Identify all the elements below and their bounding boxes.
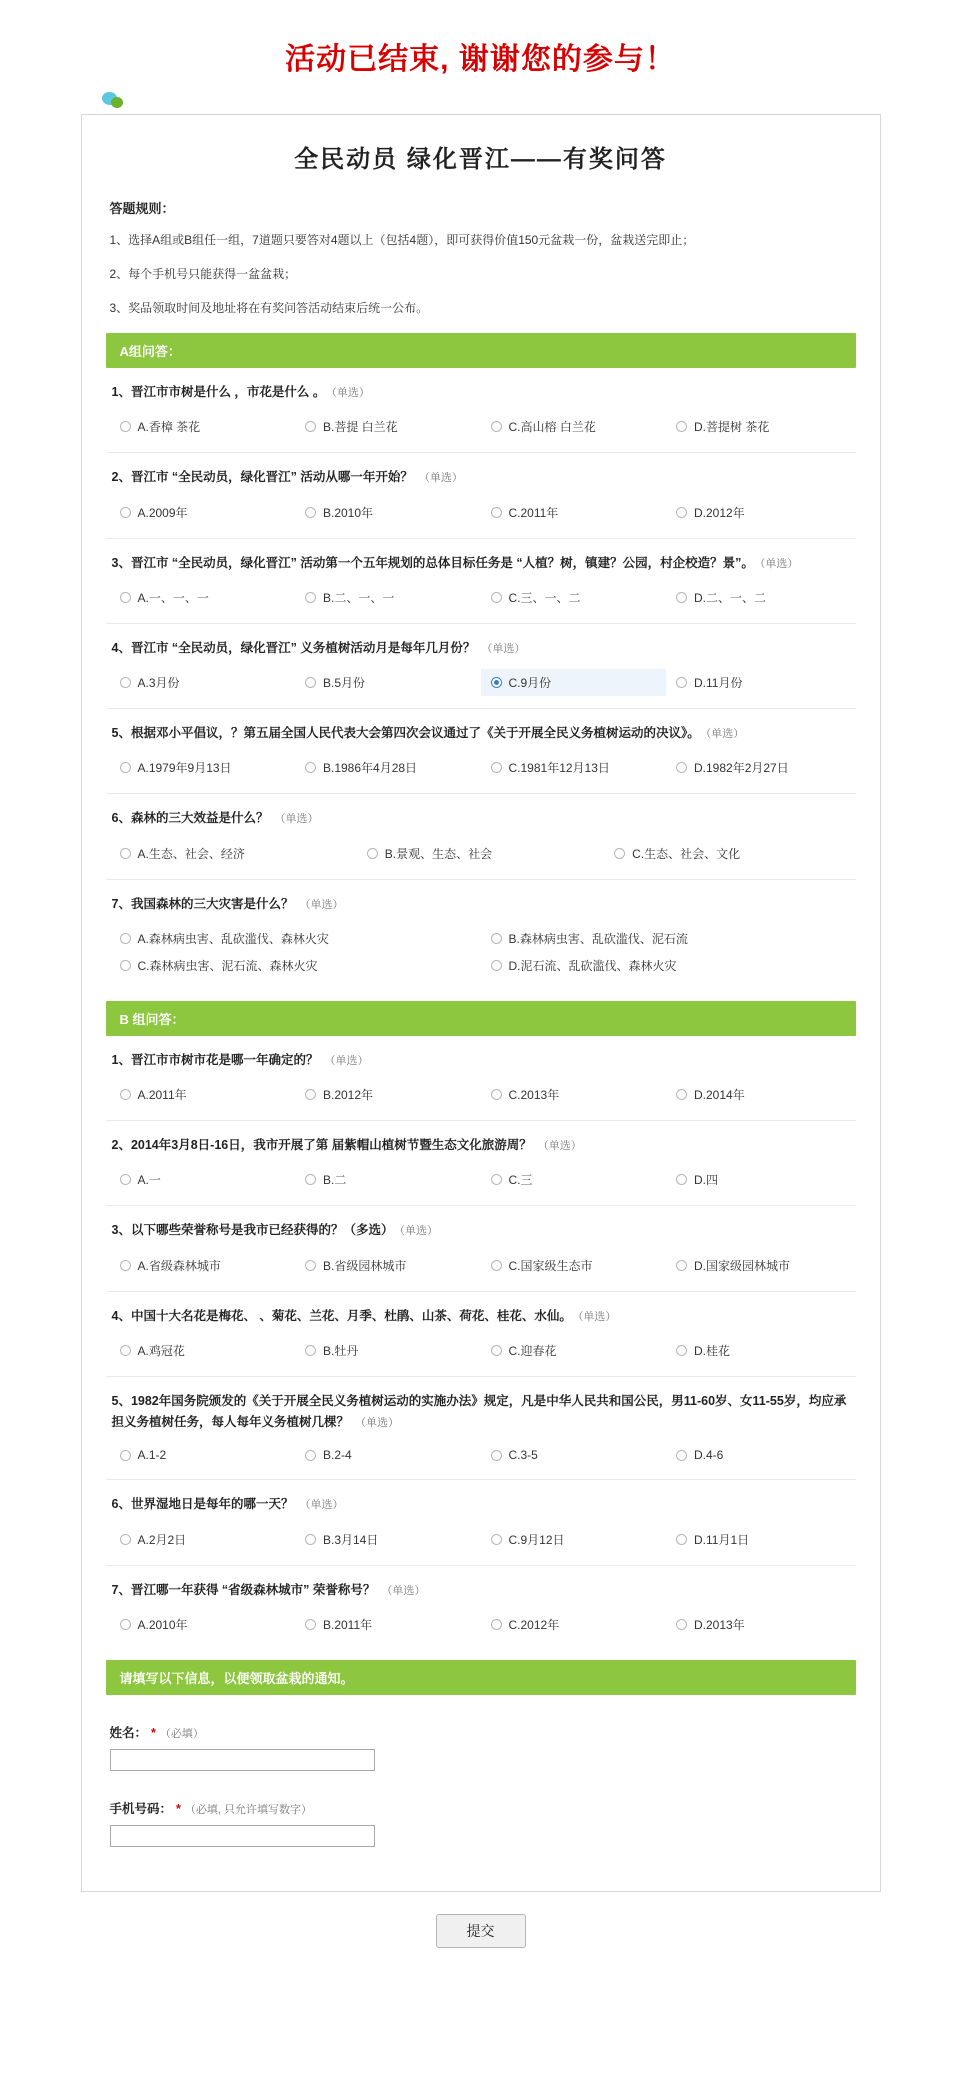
option-label: D.1982年2月27日 <box>694 761 789 776</box>
question-text: 6、森林的三大效益是什么？ （单选） <box>111 811 319 826</box>
option-choice[interactable] <box>357 840 604 867</box>
option-label: B.5月份 <box>323 676 366 690</box>
option-label: A.2010年 <box>137 1617 188 1632</box>
option-choice[interactable] <box>110 413 296 440</box>
radio-icon[interactable] <box>676 1619 687 1630</box>
question-item <box>106 1480 856 1565</box>
question-type-tag: （单选） <box>381 1584 426 1597</box>
option-label: D.11月份 <box>694 676 743 690</box>
option-label: B.景观、生态、社会 <box>384 846 493 861</box>
option-group <box>110 1337 852 1364</box>
radio-icon[interactable] <box>120 1619 131 1630</box>
option-group <box>110 584 852 611</box>
option-label: D.2012年 <box>694 505 745 520</box>
option-choice[interactable] <box>295 413 481 440</box>
option-choice[interactable] <box>110 754 296 781</box>
option-choice[interactable] <box>110 1166 296 1193</box>
option-choice[interactable] <box>295 584 481 611</box>
field-name: 姓名： <box>109 1725 148 1740</box>
phone-input[interactable] <box>110 1825 375 1847</box>
option-label: D.桂花 <box>694 1343 731 1358</box>
radio-icon[interactable] <box>491 960 502 971</box>
option-label: B.1986年4月28日 <box>323 761 418 776</box>
radio-icon[interactable] <box>491 933 502 944</box>
option-group <box>110 669 852 696</box>
option-group <box>110 1443 852 1467</box>
option-choice[interactable] <box>110 1252 296 1279</box>
logo-leaf-wrap <box>0 92 961 114</box>
option-choice[interactable] <box>481 1337 667 1364</box>
option-choice[interactable] <box>295 499 481 526</box>
option-label: C.9月份 <box>508 676 552 690</box>
option-label: D.二、一、二 <box>694 590 767 605</box>
option-label: D.2013年 <box>694 1617 745 1632</box>
radio-icon[interactable] <box>120 1174 131 1185</box>
question-item <box>106 1036 856 1121</box>
option-choice[interactable] <box>666 1526 852 1553</box>
option-label: A.香樟 茶花 <box>137 420 201 435</box>
option-group <box>110 1611 852 1638</box>
option-label: A.3月份 <box>137 676 180 690</box>
option-label: B.2012年 <box>323 1088 374 1102</box>
option-label: C.2013年 <box>508 1088 560 1102</box>
radio-icon[interactable] <box>305 677 316 688</box>
option-choice[interactable] <box>295 669 481 696</box>
option-label: A.生态、社会、经济 <box>137 846 245 861</box>
option-label: A.2月2日 <box>137 1532 187 1547</box>
radio-icon[interactable] <box>491 1345 502 1356</box>
radio-icon[interactable] <box>676 507 687 518</box>
option-label: A.鸡冠花 <box>137 1343 185 1358</box>
option-label: C.三、一、二 <box>508 590 581 605</box>
radio-icon[interactable] <box>305 1619 316 1630</box>
radio-icon[interactable] <box>120 1450 131 1461</box>
question-text: 3、以下哪些荣誉称号是我市已经获得的？（多选） （单选） <box>111 1223 438 1238</box>
question-type-tag: （单选） <box>299 898 344 911</box>
rule-item: 3、奖品领取时间及地址将在有奖问答活动结束后统一公布。 <box>109 301 429 315</box>
question-text: 4、中国十大名花是梅花、 、菊花、兰花、月季、杜鹃、山茶、荷花、桂花、水仙。 （单选） <box>111 1308 617 1323</box>
option-group <box>110 1081 852 1108</box>
page-title: 全民动员 绿化晋江——有奖问答 <box>294 146 667 173</box>
question-text: 2、2014年3月8日-16日，我市开展了第 届紫帽山植树节暨生态文化旅游周？ （单选） <box>111 1138 582 1152</box>
question-type-tag: （单选） <box>577 1310 617 1323</box>
radio-icon[interactable] <box>367 848 378 859</box>
radio-icon[interactable] <box>120 1260 131 1271</box>
option-label: D.国家级园林城市 <box>694 1258 791 1273</box>
option-label: C.3-5 <box>508 1448 538 1463</box>
question-type-tag: （单选） <box>537 1140 582 1152</box>
option-group <box>110 1526 852 1553</box>
radio-icon[interactable] <box>120 592 131 603</box>
question-type-tag: （单选） <box>324 1054 369 1067</box>
option-label: D.2014年 <box>694 1088 745 1102</box>
radio-icon[interactable] <box>676 1260 687 1271</box>
option-label: B.省级园林城市 <box>323 1258 407 1273</box>
option-group <box>110 499 852 526</box>
question-item <box>106 709 856 794</box>
option-choice[interactable] <box>295 1252 481 1279</box>
option-label: B.2011年 <box>323 1617 373 1632</box>
option-label: C.9月12日 <box>508 1532 565 1547</box>
field-label <box>110 1799 852 1817</box>
radio-icon[interactable] <box>614 848 625 859</box>
required-marker: * <box>176 1801 181 1816</box>
option-label: B.牡丹 <box>323 1343 359 1358</box>
question-text: 7、我国森林的三大灾害是什么？ （单选） <box>111 896 344 911</box>
radio-icon[interactable] <box>491 1619 502 1630</box>
option-label: C.2011年 <box>508 505 559 520</box>
option-label: C.国家级生态市 <box>508 1258 593 1273</box>
option-choice[interactable] <box>295 1611 481 1638</box>
field-label <box>110 1723 852 1741</box>
radio-icon[interactable] <box>120 960 131 971</box>
radio-icon[interactable] <box>676 592 687 603</box>
option-choice[interactable] <box>110 669 296 696</box>
radio-icon[interactable] <box>676 677 687 688</box>
radio-icon[interactable] <box>120 762 131 773</box>
radio-icon[interactable] <box>491 762 502 773</box>
survey-card <box>81 114 881 1892</box>
option-choice[interactable] <box>666 584 852 611</box>
radio-icon[interactable] <box>491 677 502 688</box>
option-choice[interactable] <box>110 840 357 867</box>
closed-banner: 活动已结束, 谢谢您的参与！ <box>285 43 676 76</box>
radio-icon[interactable] <box>491 1174 502 1185</box>
field-hint: （必填, 只允许填写数字） <box>184 1803 313 1816</box>
option-label: B.森林病虫害、乱砍滥伐、泥石流 <box>508 931 688 946</box>
option-choice[interactable] <box>110 952 481 979</box>
radio-icon[interactable] <box>491 1534 502 1545</box>
question-text: 2、晋江市 “全民动员，绿化晋江” 活动从哪一年开始？ （单选） <box>111 470 463 485</box>
option-group <box>110 1252 852 1279</box>
radio-icon[interactable] <box>305 421 316 432</box>
option-label: B.二 <box>323 1173 347 1188</box>
radio-icon[interactable] <box>305 507 316 518</box>
option-choice[interactable] <box>666 669 852 696</box>
option-choice[interactable] <box>481 1252 667 1279</box>
option-choice[interactable] <box>295 1443 481 1467</box>
question-item <box>106 539 856 624</box>
question-item <box>106 794 856 879</box>
option-label: B.2-4 <box>323 1448 352 1463</box>
question-item <box>106 1377 856 1481</box>
radio-icon[interactable] <box>120 1534 131 1545</box>
option-group <box>110 925 852 979</box>
question-text: 1、晋江市市树市花是哪一年确定的？ （单选） <box>111 1052 369 1067</box>
radio-icon[interactable] <box>676 1534 687 1545</box>
question-item <box>106 1206 856 1291</box>
radio-icon[interactable] <box>491 1450 502 1461</box>
option-group <box>110 840 852 867</box>
option-group <box>110 413 852 440</box>
question-text: 5、根据邓小平倡议，？第五届全国人民代表大会第四次会议通过了《关于开展全民义务植树运动的决议》。 （单选） <box>111 726 745 740</box>
radio-icon[interactable] <box>676 1174 687 1185</box>
option-label: A.森林病虫害、乱砍滥伐、森林火灾 <box>137 931 329 946</box>
radio-icon[interactable] <box>491 592 502 603</box>
rules-block <box>82 198 880 317</box>
question-item <box>106 1292 856 1377</box>
option-label: A.1-2 <box>137 1448 167 1463</box>
rule-item: 1、选择A组或B组任一组，7道题只要答对4题以上（包括4题），即可获得价值150元盆栽一份，盆栽送完即止； <box>109 233 695 247</box>
radio-icon[interactable] <box>676 421 687 432</box>
submit-button[interactable]: 提交 <box>436 1914 526 1948</box>
option-choice[interactable] <box>481 1166 667 1193</box>
question-text: 3、晋江市 “全民动员，绿化晋江” 活动第一个五年规划的总体目标任务是 “人植？树，镇建？公园，村企校造？景”。 （单选） <box>111 555 799 570</box>
radio-icon[interactable] <box>676 762 687 773</box>
radio-icon[interactable] <box>120 421 131 432</box>
option-choice[interactable] <box>481 1526 667 1553</box>
radio-icon[interactable] <box>120 1345 131 1356</box>
option-label: D.泥石流、乱砍滥伐、森林火灾 <box>508 958 677 973</box>
section-header-b: B 组问答： <box>106 1001 856 1036</box>
option-label: C.三 <box>508 1173 533 1188</box>
option-label: D.菩提树 茶花 <box>694 420 770 435</box>
question-type-tag: （单选） <box>481 642 526 655</box>
radio-icon[interactable] <box>120 933 131 944</box>
option-group <box>110 754 852 781</box>
question-type-tag: （单选） <box>331 387 370 399</box>
option-choice[interactable] <box>110 1081 296 1108</box>
question-type-tag: （单选） <box>274 813 319 826</box>
option-choice[interactable] <box>481 413 667 440</box>
option-choice[interactable] <box>666 1611 852 1638</box>
option-choice[interactable] <box>295 1081 481 1108</box>
option-choice[interactable] <box>110 584 296 611</box>
radio-icon[interactable] <box>491 1089 502 1100</box>
option-choice[interactable] <box>481 669 667 696</box>
question-type-tag: （单选） <box>299 1499 344 1512</box>
submit-row <box>0 1892 961 1948</box>
option-choice[interactable] <box>666 413 852 440</box>
rule-item: 2、每个手机号只能获得一盆盆栽； <box>109 267 297 281</box>
field-hint: （必填） <box>159 1727 204 1740</box>
option-label: A.一 <box>137 1173 161 1188</box>
option-label: B.二、一、一 <box>323 590 395 605</box>
question-type-tag: （单选） <box>399 1225 438 1238</box>
option-group <box>110 1166 852 1193</box>
option-choice[interactable] <box>481 584 667 611</box>
question-type-tag: （单选） <box>355 1417 400 1429</box>
option-choice[interactable] <box>666 1166 852 1193</box>
question-text: 7、晋江哪一年获得 “省级森林城市” 荣誉称号？ （单选） <box>111 1582 426 1597</box>
option-label: D.11月1日 <box>694 1532 750 1547</box>
option-label: C.高山榕 白兰花 <box>508 420 596 435</box>
option-choice[interactable] <box>295 1526 481 1553</box>
option-choice[interactable] <box>666 499 852 526</box>
question-text: 1、晋江市市树是什么 ，市花是什么 。 （单选） <box>111 385 370 399</box>
option-choice[interactable] <box>481 952 852 979</box>
radio-icon[interactable] <box>676 1450 687 1461</box>
option-label: C.生态、社会、文化 <box>632 846 741 861</box>
question-item <box>106 1121 856 1206</box>
rules-title: 答题规则： <box>109 201 175 216</box>
question-type-tag: （单选） <box>418 472 463 485</box>
question-list-a <box>82 368 880 991</box>
option-choice[interactable] <box>110 1526 296 1553</box>
name-input[interactable] <box>110 1749 375 1771</box>
option-label: A.省级森林城市 <box>137 1258 221 1273</box>
radio-icon[interactable] <box>676 1089 687 1100</box>
option-label: B.3月14日 <box>323 1532 379 1547</box>
required-marker: * <box>151 1725 156 1740</box>
radio-icon[interactable] <box>305 1345 316 1356</box>
contact-form <box>82 1695 880 1869</box>
option-label: B.2010年 <box>323 505 374 520</box>
radio-icon[interactable] <box>491 1260 502 1271</box>
option-choice[interactable] <box>110 1611 296 1638</box>
radio-icon[interactable] <box>305 592 316 603</box>
radio-icon[interactable] <box>305 1174 316 1185</box>
option-choice[interactable] <box>666 754 852 781</box>
radio-icon[interactable] <box>305 1260 316 1271</box>
option-choice[interactable] <box>666 1081 852 1108</box>
radio-icon[interactable] <box>305 1450 316 1461</box>
radio-icon[interactable] <box>491 421 502 432</box>
question-type-tag: （单选） <box>705 728 745 740</box>
leaf-icon <box>100 92 126 110</box>
question-type-tag: （单选） <box>759 557 799 570</box>
option-choice[interactable] <box>295 754 481 781</box>
radio-icon[interactable] <box>305 1534 316 1545</box>
option-choice[interactable] <box>481 1611 667 1638</box>
option-label: A.2011年 <box>137 1088 187 1102</box>
option-label: D.四 <box>694 1173 719 1188</box>
radio-icon[interactable] <box>305 1089 316 1100</box>
radio-icon[interactable] <box>120 677 131 688</box>
question-item <box>106 880 856 991</box>
option-label: C.2012年 <box>508 1617 560 1632</box>
option-label: B.菩提 白兰花 <box>323 420 398 435</box>
option-choice[interactable] <box>110 499 296 526</box>
option-label: D.4-6 <box>694 1448 724 1463</box>
question-text: 4、晋江市 “全民动员，绿化晋江” 义务植树活动月是每年几月份？ （单选） <box>111 640 526 655</box>
section-header-form: 请填写以下信息，以便领取盆栽的通知。 <box>106 1660 856 1695</box>
question-text: 5、1982年国务院颁发的《关于开展全民义务植树运动的实施办法》规定，凡是中华人民共和国公民，男11-60岁、女11-55岁，均应承担义务植树任务，每人每年义务植树几棵？ （单选） <box>111 1393 847 1429</box>
option-choice[interactable] <box>604 840 851 867</box>
radio-icon[interactable] <box>491 507 502 518</box>
option-choice[interactable] <box>110 1443 296 1467</box>
option-label: A.1979年9月13日 <box>137 761 232 776</box>
question-text: 6、世界湿地日是每年的哪一天？ （单选） <box>111 1497 344 1512</box>
option-choice[interactable] <box>481 1081 667 1108</box>
option-label: A.一、一、一 <box>137 590 209 605</box>
option-choice[interactable] <box>295 1337 481 1364</box>
option-choice[interactable] <box>481 754 667 781</box>
option-choice[interactable] <box>295 1166 481 1193</box>
section-header-a: A组问答： <box>106 333 856 368</box>
question-item <box>106 453 856 538</box>
question-item <box>106 624 856 709</box>
radio-icon[interactable] <box>120 1089 131 1100</box>
option-choice[interactable] <box>481 499 667 526</box>
question-item <box>106 1566 856 1650</box>
option-label: C.迎春花 <box>508 1343 557 1358</box>
option-choice[interactable] <box>481 925 852 952</box>
option-choice[interactable] <box>666 1252 852 1279</box>
option-label: C.1981年12月13日 <box>508 761 610 776</box>
radio-icon[interactable] <box>676 1345 687 1356</box>
radio-icon[interactable] <box>120 507 131 518</box>
radio-icon[interactable] <box>305 762 316 773</box>
option-choice[interactable] <box>666 1337 852 1364</box>
option-choice[interactable] <box>481 1443 667 1467</box>
question-list-b <box>82 1036 880 1650</box>
option-label: C.森林病虫害、泥石流、森林火灾 <box>137 958 318 973</box>
field-name: 手机号码： <box>109 1801 173 1816</box>
radio-icon[interactable] <box>120 848 131 859</box>
option-label: A.2009年 <box>137 505 188 520</box>
option-choice[interactable] <box>666 1443 852 1467</box>
question-item <box>106 368 856 453</box>
option-choice[interactable] <box>110 1337 296 1364</box>
option-choice[interactable] <box>110 925 481 952</box>
